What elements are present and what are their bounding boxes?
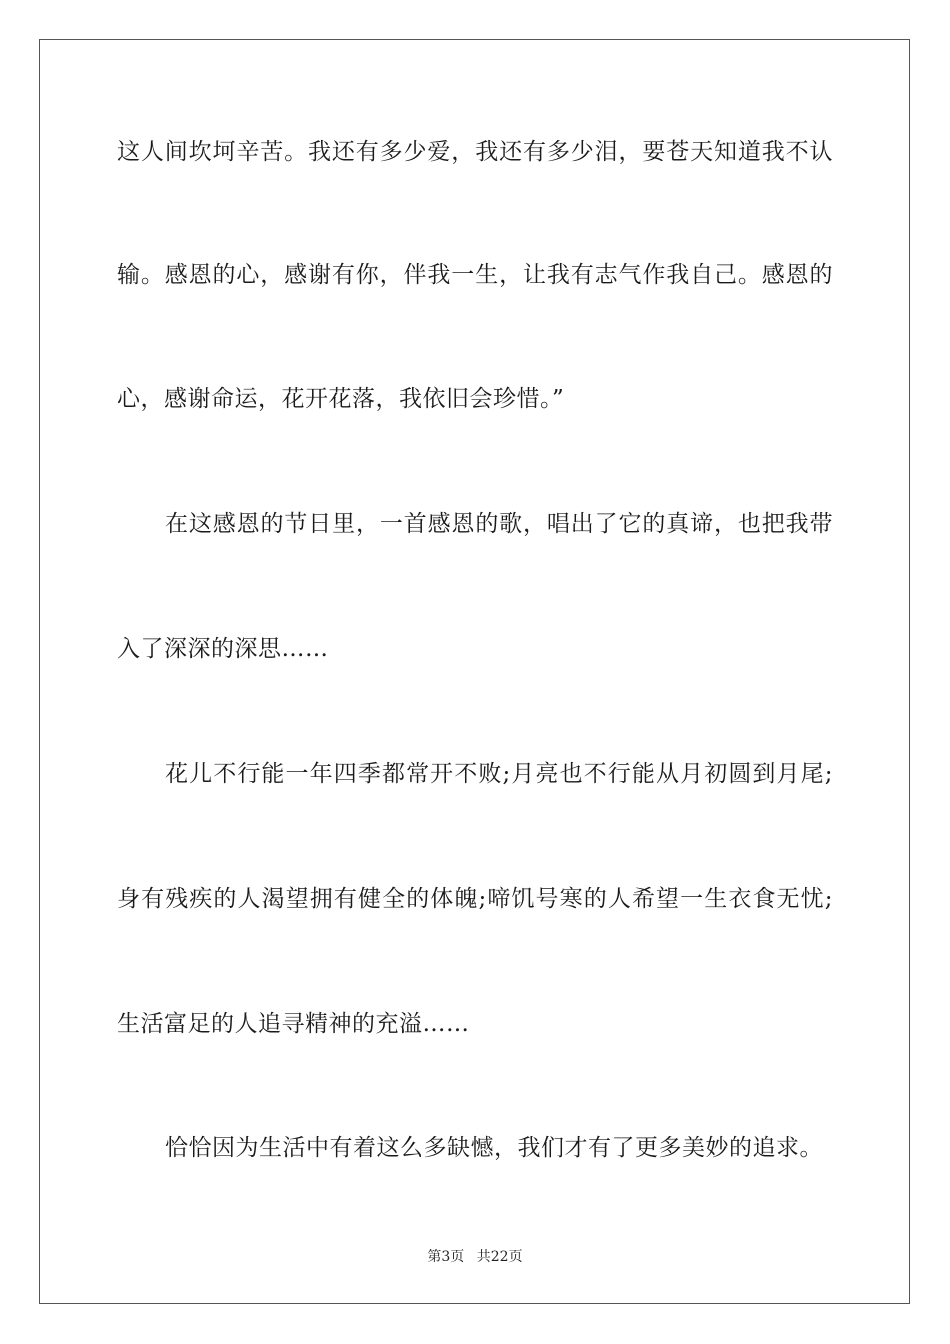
- paragraph-start-line: 在这感恩的节日里，一首感恩的歌，唱出了它的真谛，也把我带: [165, 511, 833, 537]
- page-frame: [39, 39, 910, 1304]
- total-pages: 共22页: [476, 1249, 523, 1265]
- paragraph-start-line: 花儿不行能一年四季都常开不败;月亮也不行能从月初圆到月尾;: [165, 761, 833, 787]
- paragraph-start-line: 恰恰因为生活中有着这么多缺憾，我们才有了更多美妙的追求。: [165, 1135, 823, 1161]
- page-number: 第3页: [427, 1249, 465, 1265]
- text-line: 这人间坎坷辛苦。我还有多少爱，我还有多少泪，要苍天知道我不认: [117, 139, 833, 165]
- text-line: 生活富足的人追寻精神的充溢……: [117, 1011, 470, 1037]
- text-line: 输。感恩的心，感谢有你，伴我一生，让我有志气作我自己。感恩的: [117, 262, 833, 288]
- text-line: 身有残疾的人渴望拥有健全的体魄;啼饥号寒的人希望一生衣食无忧;: [117, 886, 833, 912]
- text-line: 心，感谢命运，花开花落，我依旧会珍惜。”: [117, 386, 565, 412]
- text-line: 入了深深的深思……: [117, 636, 329, 662]
- page-footer: [0, 1248, 950, 1266]
